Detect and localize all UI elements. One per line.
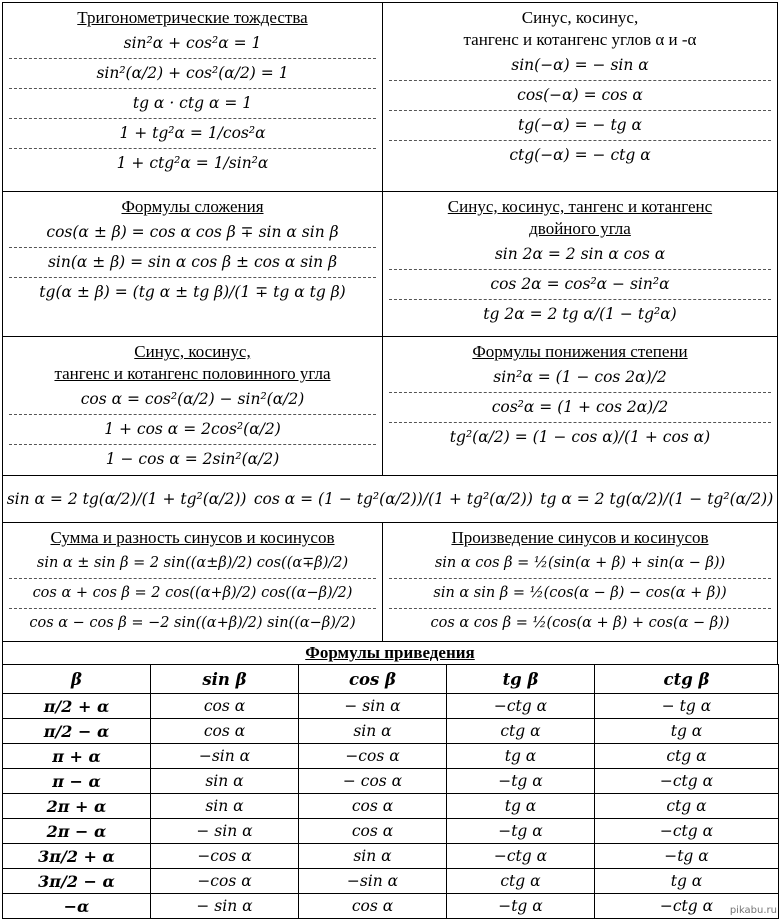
formula: ctg(−α) = − ctg α [509,146,651,164]
addition-title: Формулы сложения [121,197,264,216]
table-cell: −cos α [151,844,299,869]
double-angle-block [382,191,778,337]
table-cell: −tg α [447,819,595,844]
column-header: cos β [299,665,447,694]
formula: 1 + ctg²α = 1/sin²α [116,154,269,172]
column-header: sin β [151,665,299,694]
table-cell: tg α [447,744,595,769]
table-cell: π + α [3,744,151,769]
formula: tg(−α) = − tg α [389,111,771,141]
negative-angle-title-2: тангенс и котангенс углов α и -α [463,30,697,49]
table-cell: π/2 + α [3,694,151,719]
table-cell: −ctg α [447,694,595,719]
formula: sin²α = (1 − cos 2α)/2 [389,363,771,393]
half-angle-title-2: тангенс и котангенс половинного угла [54,364,331,383]
table-cell: −tg α [447,894,595,919]
table-cell: −tg α [595,844,779,869]
table-cell: − sin α [299,694,447,719]
table-row [3,769,779,794]
table-cell: ctg α [595,744,779,769]
table-row [3,794,779,819]
table-row [3,694,779,719]
table-cell: ctg α [447,719,595,744]
table-cell: − cos α [299,769,447,794]
trig-identities-title: Тригонометрические тождества [77,8,308,27]
table-cell: 3π/2 + α [3,844,151,869]
table-cell: −ctg α [447,844,595,869]
formula: sin α = 2 tg(α/2)/(1 + tg²(α/2)) [6,490,247,508]
formula: sin²α + cos²α = 1 [9,29,376,59]
table-cell: π/2 − α [3,719,151,744]
column-header: β [3,665,151,694]
half-angle-block [2,336,383,476]
formula: cos α − cos β = −2 sin((α+β)/2) sin((α−β)/2) [29,615,356,631]
table-cell: sin α [151,794,299,819]
table-cell: cos α [151,719,299,744]
table-cell: −sin α [299,869,447,894]
sum-to-product-block [2,522,383,642]
formula: 1 + cos α = 2cos²(α/2) [9,415,376,445]
table-row [3,844,779,869]
formula: tg 2α = 2 tg α/(1 − tg²α) [483,305,677,323]
table-cell: ctg α [595,794,779,819]
table-row [3,869,779,894]
table-cell: − sin α [151,894,299,919]
table-cell: 2π − α [3,819,151,844]
table-cell: −tg α [447,769,595,794]
table-cell: −cos α [151,869,299,894]
formula: cos(α ± β) = cos α cos β ∓ sin α sin β [9,218,376,248]
table-cell: cos α [299,794,447,819]
table-cell: 3π/2 − α [3,869,151,894]
table-cell: cos α [151,694,299,719]
reduction-table [2,664,779,919]
table-cell: tg α [447,794,595,819]
table-cell: −α [3,894,151,919]
table-cell: − sin α [151,819,299,844]
reduction-title: Формулы приведения [305,643,475,662]
formula: cos α = (1 − tg²(α/2))/(1 + tg²(α/2)) [253,490,533,508]
column-header: ctg β [595,665,779,694]
formula: sin α cos β = ½(sin(α + β) + sin(α − β)) [389,549,771,579]
formula: cos α + cos β = 2 cos((α+β)/2) cos((α−β)/2) [9,579,376,609]
table-header-row [3,665,779,694]
table-cell: sin α [151,769,299,794]
formula: 1 − cos α = 2sin²(α/2) [105,450,280,468]
formula: 1 + tg²α = 1/cos²α [9,119,376,149]
table-cell: −ctg α [595,894,779,919]
negative-angle-title-1: Синус, косинус, [521,8,639,27]
product-to-sum-block [382,522,778,642]
table-cell: cos α [299,894,447,919]
table-cell: cos α [299,819,447,844]
product-to-sum-title: Произведение синусов и косинусов [451,528,709,547]
formula: tg α · ctg α = 1 [9,89,376,119]
power-reduction-block [382,336,778,476]
table-cell: −sin α [151,744,299,769]
formula: cos²α = (1 + cos 2α)/2 [389,393,771,423]
table-cell: tg α [595,719,779,744]
table-cell: sin α [299,719,447,744]
addition-block [2,191,383,337]
formula: cos α = cos²(α/2) − sin²(α/2) [9,385,376,415]
table-cell: tg α [595,869,779,894]
watermark: pikabu.ru [729,905,777,916]
table-cell: −cos α [299,744,447,769]
sum-to-product-title: Сумма и разность синусов и косинусов [50,528,335,547]
reduction-title-row [2,641,778,665]
half-angle-title-1: Синус, косинус, [134,342,251,361]
negative-angle-block [382,2,778,192]
table-row [3,719,779,744]
formula: cos(−α) = cos α [389,81,771,111]
table-cell: 2π + α [3,794,151,819]
table-row [3,894,779,919]
table-row [3,819,779,844]
formula: cos 2α = cos²α − sin²α [389,270,771,300]
table-cell: − tg α [595,694,779,719]
table-cell: −ctg α [595,819,779,844]
formula: sin α ± sin β = 2 sin((α±β)/2) cos((α∓β)/2) [9,549,376,579]
formula: sin(−α) = − sin α [389,51,771,81]
double-angle-title-1: Синус, косинус, тангенс и котангенс [447,197,713,216]
formula: sin²(α/2) + cos²(α/2) = 1 [9,59,376,89]
table-cell: −ctg α [595,769,779,794]
table-cell: ctg α [447,869,595,894]
table-row [3,744,779,769]
formula: tg(α ± β) = (tg α ± tg β)/(1 ∓ tg α tg β) [39,283,346,301]
formula-sheet [2,2,778,915]
power-reduction-title: Формулы понижения степени [472,342,688,361]
formula: tg α = 2 tg(α/2)/(1 − tg²(α/2)) [540,490,774,508]
formula: sin α sin β = ½(cos(α − β) − cos(α + β)) [389,579,771,609]
trig-identities-block [2,2,383,192]
table-cell: π − α [3,769,151,794]
formula: sin(α ± β) = sin α cos β ± cos α sin β [9,248,376,278]
column-header: tg β [447,665,595,694]
formula: tg²(α/2) = (1 − cos α)/(1 + cos α) [449,428,711,446]
half-tangent-block [2,475,778,523]
formula: sin 2α = 2 sin α cos α [389,240,771,270]
formula: cos α cos β = ½(cos(α + β) + cos(α − β)) [430,615,730,631]
table-cell: sin α [299,844,447,869]
double-angle-title-2: двойного угла [529,219,631,238]
